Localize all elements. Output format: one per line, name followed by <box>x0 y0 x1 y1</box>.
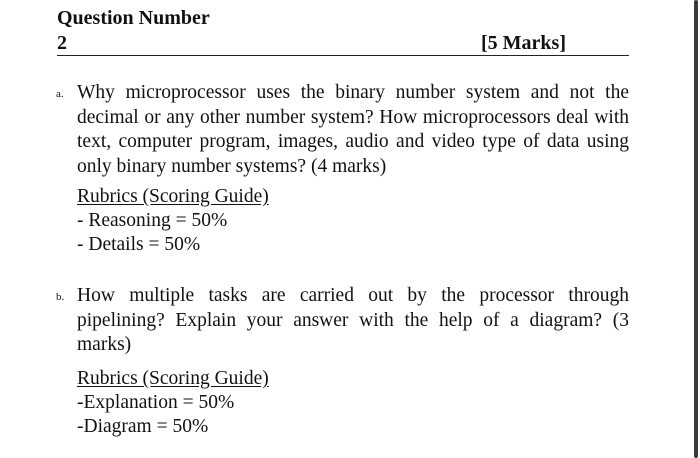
question-number: 2 <box>57 32 67 54</box>
part-a-rubric-title: Rubrics (Scoring Guide) <box>77 186 269 207</box>
part-b-rubric <box>77 367 269 439</box>
total-marks: [5 Marks] <box>481 32 566 54</box>
part-a-text: Why microprocessor uses the binary number system and not the decimal or any other number system? How microprocessors deal with text, computer program, images, audio and video type of data using only binary number systems? (4 marks) <box>77 82 629 177</box>
question-number-heading: Question Number <box>57 7 210 29</box>
part-b-letter: b. <box>56 291 65 303</box>
part-b-rubric-item: -Explanation = 50% <box>77 392 235 413</box>
part-b <box>56 284 629 358</box>
part-a-letter: a. <box>56 88 64 100</box>
part-a-rubric <box>77 185 269 257</box>
part-b-rubric-item: -Diagram = 50% <box>77 416 209 437</box>
part-a-rubric-item: - Reasoning = 50% <box>77 210 228 231</box>
part-a <box>56 81 629 179</box>
part-a-rubric-item: - Details = 50% <box>77 234 201 255</box>
part-b-text: How multiple tasks are carried out by the processor through pipelining? Explain your answer with the help of a diagram? (3 marks) <box>77 285 629 355</box>
part-b-rubric-title: Rubrics (Scoring Guide) <box>77 368 269 389</box>
scrollbar[interactable] <box>694 0 698 458</box>
question-header-row <box>57 31 629 56</box>
